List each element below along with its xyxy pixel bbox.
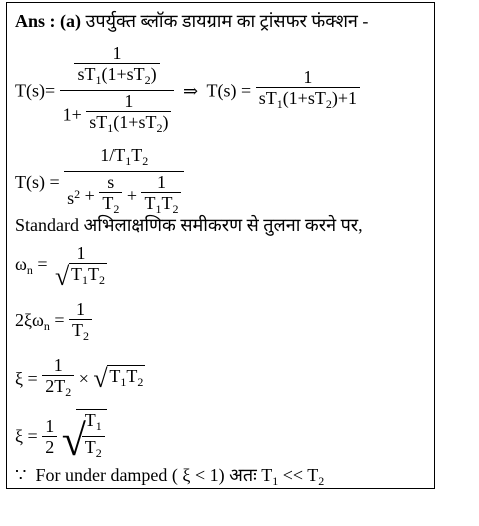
eq1-denominator-prefix: 1+ <box>62 104 82 125</box>
eq2-s: s <box>107 172 115 192</box>
equation-transfer-function <box>15 43 360 138</box>
answer-heading <box>15 11 368 31</box>
eq1-inner-denominator: $sT_1(1+sT_2)$ <box>86 111 171 138</box>
eq1-rhs-denominator: $sT_1(1+sT_2)+1$ <box>256 87 360 114</box>
equation-two-xi-omega: $2\xi\omega_n$ = $\frac{1}{T_2}$ <box>15 299 92 346</box>
heading-text: उपर्युक्त ब्लॉक डायग्राम का ट्रांसफर फंक्शन - <box>85 11 369 31</box>
comparison-text: Standard अभिलाक्षणिक समीकरण से तुलना करने पर, <box>15 215 363 235</box>
sqrt-symbol: √ $\frac{T_1}{T_2}$ <box>62 409 107 463</box>
implies-symbol: ⇒ <box>182 80 199 101</box>
eq1-rhs-numerator: 1 <box>303 67 313 87</box>
equation-omega-n: $\omega_n$ = 1 √ $T_1T_2$ <box>15 243 110 290</box>
eq1-rhs-lhs: T(s) = <box>206 80 252 101</box>
sqrt-symbol: √ $T_1T_2$ <box>93 364 144 393</box>
sqrt-symbol: √ $T_1T_2$ <box>55 262 106 291</box>
eq2-lhs: T(s) = <box>15 172 60 192</box>
eq1-lhs: T(s)= <box>15 80 56 101</box>
eq1-outer-denominator: $sT_1(1+sT_2)$ <box>74 63 159 90</box>
eq1-inner-numerator: 1 <box>124 91 134 111</box>
twoxi-numerator: 1 <box>76 299 86 319</box>
omega-numerator: 1 <box>76 243 86 263</box>
equation-xi-product: ξ = $\frac{1}{2T_2}$ × √ $T_1T_2$ <box>15 355 145 402</box>
final-conclusion: ∵ For under damped ( ξ < 1) अतः $T_1 << T_2$ <box>15 465 325 488</box>
part-label: (a) <box>60 11 82 31</box>
eq2-fraction <box>64 145 184 219</box>
eq1-main-fraction <box>60 43 175 138</box>
eq2-numerator: $1/T_1T_2$ <box>100 145 149 168</box>
ans-label: Ans : <box>15 11 56 31</box>
equation-xi-ratio: ξ = $\frac{1}{2}$ √ $\frac{T_1}{T_2}$ <box>15 409 107 463</box>
times-symbol: × <box>78 368 89 389</box>
eq1-outer-numerator: 1 <box>112 43 122 63</box>
equation-standard-form <box>15 145 184 219</box>
because-symbol: ∵ <box>15 465 27 485</box>
answer-box <box>6 2 435 489</box>
eq1-rhs-fraction <box>256 67 360 114</box>
eq2-denominator: $s^2$ + $\frac{s}{T_2}$ + $\frac{1}{T_1T_2}$ <box>64 171 184 219</box>
